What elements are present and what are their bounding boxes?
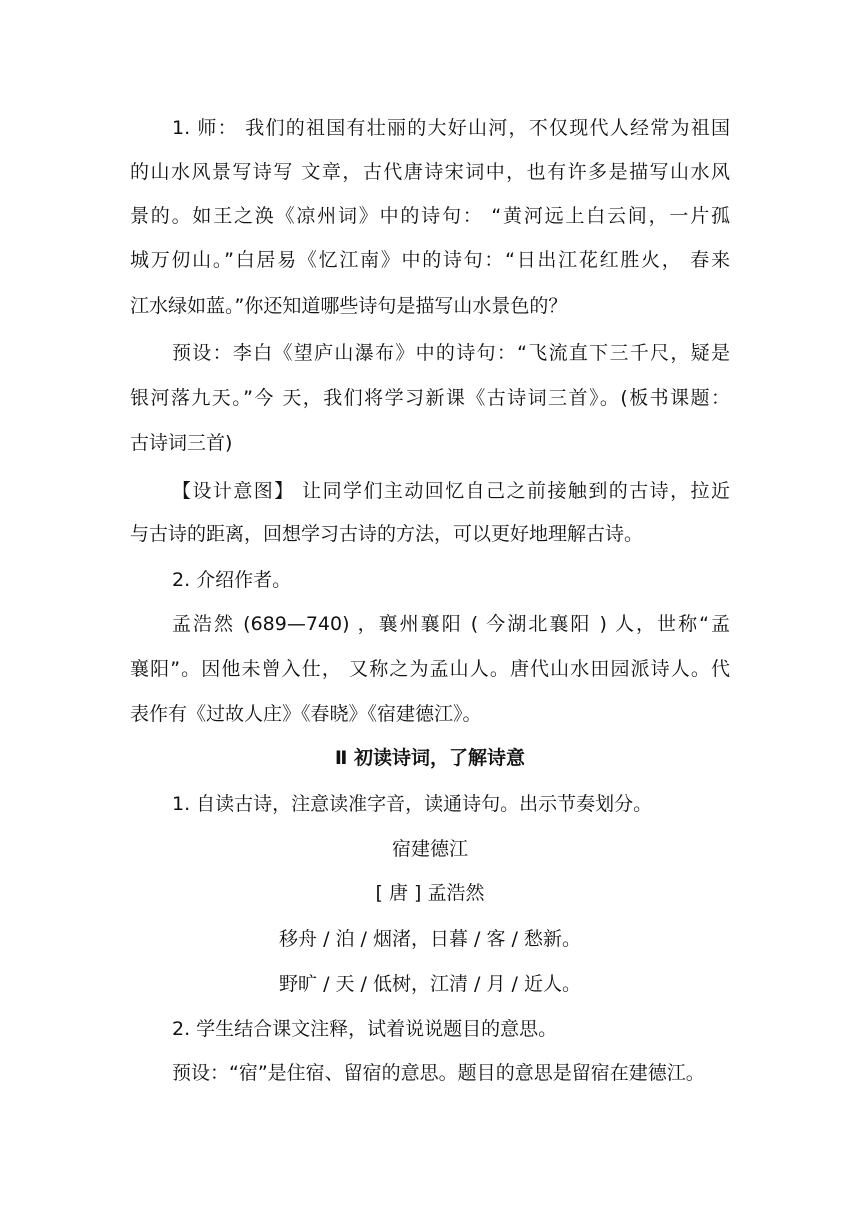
- paragraph-line: 预设：李白《望庐山瀑布》中的诗句：“飞流直下三千尺，疑是: [172, 342, 730, 364]
- paragraph-line: 预设：“宿”是住宿、留宿的意思。题目的意思是留宿在建德江。: [172, 1062, 705, 1084]
- paragraph-line: 与古诗的距离，回想学习古诗的方法，可以更好地理解古诗。: [130, 523, 644, 545]
- paragraph-line: 城万仞山。”白居易《忆江南》中的诗句：“日出江花红胜火， 春来: [130, 249, 730, 271]
- paragraph-line: 表作有《过故人庄》《春晓》《宿建德江》。: [130, 703, 482, 725]
- poem-title: 宿建德江: [391, 838, 468, 860]
- paragraph-line: 银河落九天。”今 天，我们将学习新课《古诗词三首》。(板书课题：: [130, 387, 730, 409]
- paragraph-line: 襄阳”。因他未曾入仕， 又称之为孟山人。唐代山水田园派诗人。代: [130, 658, 730, 680]
- paragraph-line: 江水绿如蓝。”你还知道哪些诗句是描写山水景色的？: [130, 295, 568, 317]
- paragraph-line: 孟浩然 (689—740) ，襄州襄阳 ( 今湖北襄阳 ) 人，世称“孟: [172, 613, 730, 635]
- list-item: 2. 介绍作者。: [172, 569, 292, 591]
- poem-author: [ 唐 ] 孟浩然: [375, 882, 485, 904]
- section-heading: Ⅱ 初读诗词，了解诗意: [334, 747, 526, 769]
- list-item: 2. 学生结合课文注释，试着说说题目的意思。: [172, 1018, 558, 1040]
- paragraph-line: 的山水风景写诗写 文章，古代唐诗宋词中，也有许多是描写山水风: [130, 161, 730, 183]
- poem-line: 移舟 / 泊 / 烟渚，日暮 / 客 / 愁新。: [279, 928, 581, 950]
- design-intent-line: 【设计意图】 让同学们主动回忆自己之前接触到的古诗，拉近: [172, 480, 730, 502]
- paragraph-line: 古诗词三首): [130, 432, 233, 454]
- paragraph-line: 景的。如王之涣《凉州词》中的诗句： “黄河远上白云间，一片孤: [130, 205, 730, 227]
- paragraph-line: 1. 师： 我们的祖国有壮丽的大好山河，不仅现代人经常为祖国: [172, 117, 730, 139]
- list-item: 1. 自读古诗，注意读准字音，读通诗句。出示节奏划分。: [172, 793, 653, 815]
- poem-line: 野旷 / 天 / 低树，江清 / 月 / 近人。: [279, 973, 581, 995]
